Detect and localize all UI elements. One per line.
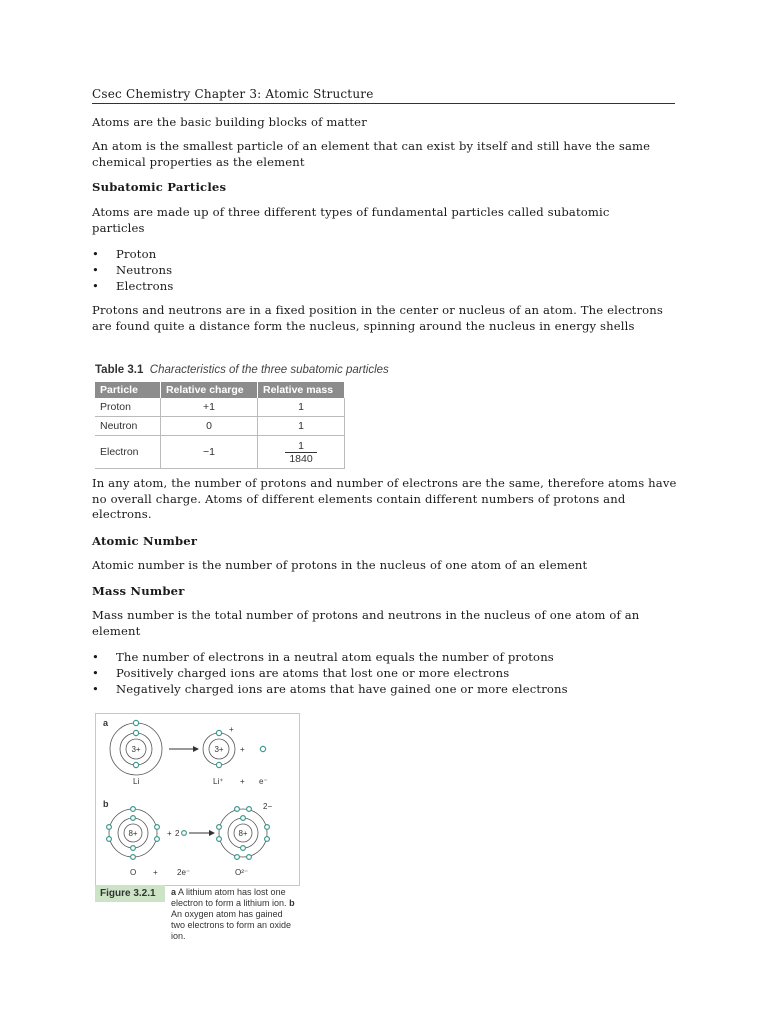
list-item: • Positively charged ions are atoms that lost one or more electrons <box>92 666 510 681</box>
svg-text:3+: 3+ <box>214 745 224 754</box>
mass-number-heading: Mass Number <box>92 584 185 598</box>
subatomic-list <box>92 246 173 295</box>
subatomic-heading: Subatomic Particles <box>92 180 227 194</box>
subatomic-table <box>95 364 395 469</box>
oxide-ion <box>217 807 270 860</box>
intro-line: Atoms are the basic building blocks of matter <box>92 115 367 129</box>
two-e-label: 2e⁻ <box>177 868 191 877</box>
figure-label: Figure 3.2.1 <box>95 885 165 902</box>
electron-label: e⁻ <box>259 777 268 786</box>
svg-text:8+: 8+ <box>238 829 248 838</box>
electron-icon <box>182 831 187 836</box>
electron-icon <box>216 762 221 767</box>
electron-icon <box>265 837 270 842</box>
charge-label: 2− <box>263 802 273 811</box>
list-item: • The number of electrons in a neutral atom equals the number of protons <box>92 650 554 664</box>
electron-icon <box>155 837 160 842</box>
subatomic-text: Atoms are made up of three different types of fundamental particles called subatomic particles <box>92 205 610 235</box>
electron-icon <box>133 720 138 725</box>
lithium-ion <box>203 730 235 767</box>
electron-icon <box>131 846 136 851</box>
mass-fraction: $\frac{1}{1840}$ <box>285 440 316 465</box>
arrow-icon <box>193 746 199 752</box>
electron-icon <box>265 825 270 830</box>
electron-icon <box>241 846 246 851</box>
o-label: O <box>130 868 137 877</box>
mass-number-text: Mass number is the total number of protons and neutrons in the nucleus of one atom of an element <box>92 608 640 638</box>
svg-text:+: + <box>167 829 172 838</box>
li-ion-label: Li⁺ <box>213 777 224 786</box>
ion-list <box>92 649 568 698</box>
electron-icon <box>235 855 240 860</box>
table-header: Relative mass <box>258 382 345 398</box>
oxygen-atom <box>107 807 160 860</box>
electron-icon <box>133 730 138 735</box>
atomic-number-text: Atomic number is the number of protons in the nucleus of one atom of an element <box>92 558 588 572</box>
electron-icon <box>155 825 160 830</box>
page-header: Csec Chemistry Chapter 3: Atomic Structure <box>92 87 675 104</box>
list-item: • Negatively charged ions are atoms that have gained one or more electrons <box>92 682 568 697</box>
atom-definition: An atom is the smallest particle of an element that can exist by itself and still have the same chemical properties as the element <box>92 139 651 169</box>
table-row: Neutron 0 1 <box>95 417 345 436</box>
arrow-icon <box>209 830 215 836</box>
table-header: Relative charge <box>161 382 258 398</box>
svg-text:+: + <box>240 777 245 786</box>
atomic-number-heading: Atomic Number <box>92 534 198 548</box>
electron-icon <box>247 855 252 860</box>
ion-diagram <box>95 713 300 885</box>
li-nucleus-label: 3+ <box>131 745 141 754</box>
electron-icon <box>217 825 222 830</box>
svg-text:2: 2 <box>175 829 180 838</box>
electron-icon <box>131 807 136 812</box>
table-caption: Table 3.1 Characteristics of the three subatomic particles <box>95 364 389 376</box>
oxide-label: O²⁻ <box>235 868 249 877</box>
electron-icon <box>107 837 112 842</box>
electron-icon <box>217 837 222 842</box>
list-item: • Proton <box>92 247 157 261</box>
electron-icon <box>131 816 136 821</box>
electron-icon <box>235 807 240 812</box>
list-item: • Electrons <box>92 279 174 294</box>
list-item: • Neutrons <box>92 263 173 278</box>
svg-text:+: + <box>229 725 234 734</box>
table-header: Particle <box>95 382 161 398</box>
electron-icon <box>247 807 252 812</box>
electron-icon <box>107 825 112 830</box>
svg-text:+: + <box>153 868 158 877</box>
electron-icon <box>241 816 246 821</box>
electron-icon <box>216 730 221 735</box>
position-text: Protons and neutrons are in a fixed position in the center or nucleus of an atom. The electrons are found quite a distance form the nucleus, spinning around the nucleus in energy shells <box>92 303 664 333</box>
panel-b-label: b <box>103 799 109 809</box>
svg-text:8+: 8+ <box>128 829 138 838</box>
table-row: Electron −1 $\frac{1}{1840}$ <box>95 436 345 469</box>
figure-ions <box>95 713 300 958</box>
lithium-atom <box>110 720 162 775</box>
electron-icon <box>133 762 138 767</box>
svg-text:+: + <box>240 745 245 754</box>
li-label: Li <box>133 777 140 786</box>
charge-text: In any atom, the number of protons and number of electrons are the same, therefore atoms have no overall charge. Atoms of different elements contain different numbers of protons and electrons. <box>92 476 677 521</box>
figure-caption-text: a A lithium atom has lost one electron to form a lithium ion. b An oxygen atom has gained two electrons to form an oxide ion. <box>171 887 295 941</box>
panel-a-label: a <box>103 718 109 728</box>
electron-icon <box>260 746 265 751</box>
electron-icon <box>131 855 136 860</box>
table-row: Proton +1 1 <box>95 398 345 417</box>
